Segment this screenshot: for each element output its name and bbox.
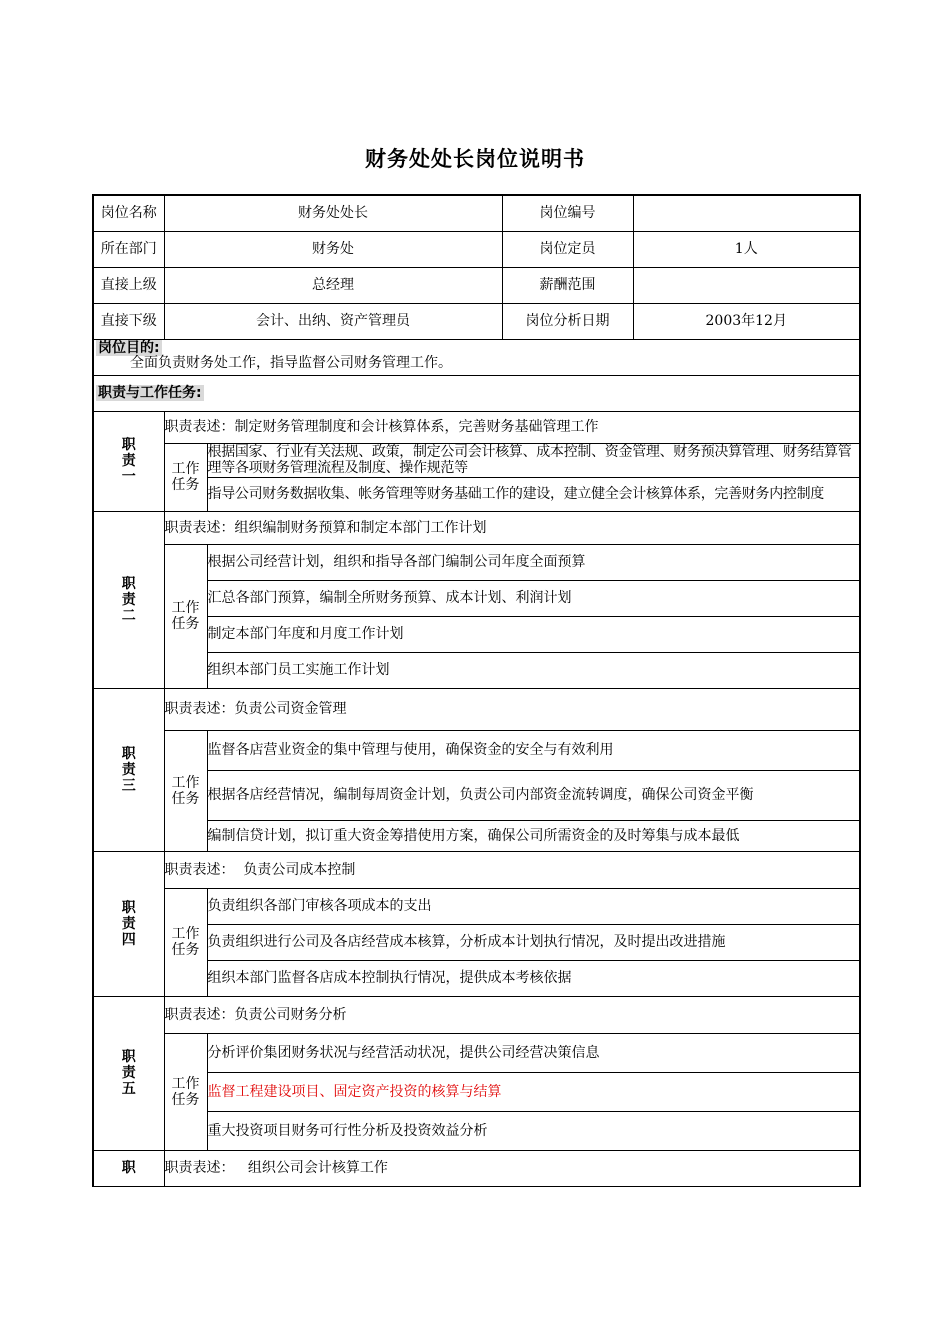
duty-label: 职 [93, 1150, 164, 1186]
task-row [93, 888, 860, 924]
info-row [93, 231, 860, 267]
task-label: 工作 任务 [164, 888, 207, 996]
task-label: 工作 任务 [164, 443, 207, 511]
task-row [93, 924, 860, 960]
task-item: 根据公司经营计划，组织和指导各部门编制公司年度全面预算 [207, 544, 860, 580]
task-row [93, 477, 860, 511]
department-value: 财务处 [164, 231, 502, 267]
task-item: 负责组织进行公司及各店经营成本核算，分析成本计划执行情况，及时提出改进措施 [207, 924, 860, 960]
task-row [93, 770, 860, 820]
subordinate-value: 会计、出纳、资产管理员 [164, 303, 502, 339]
duty-label: 职 责 一 [93, 411, 164, 511]
analysis-date-label: 岗位分析日期 [502, 303, 633, 339]
task-item: 分析评价集团财务状况与经营活动状况，提供公司经营决策信息 [207, 1033, 860, 1072]
superior-label: 直接上级 [93, 267, 164, 303]
job-description-table [92, 194, 861, 1187]
analysis-date-value: 2003年12月 [633, 303, 860, 339]
task-label: 工作 任务 [164, 544, 207, 688]
task-item: 指导公司财务数据收集、帐务管理等财务基础工作的建设，建立健全会计核算体系，完善财务内控制度 [207, 477, 860, 511]
subordinate-label: 直接下级 [93, 303, 164, 339]
salary-label: 薪酬范围 [502, 267, 633, 303]
duties-heading: 职责与工作任务: [98, 385, 202, 401]
task-row [93, 820, 860, 851]
task-item: 汇总各部门预算，编制全所财务预算、成本计划、利润计划 [207, 580, 860, 616]
position-name-label: 岗位名称 [93, 195, 164, 231]
duty-label: 职 责 五 [93, 996, 164, 1150]
task-item: 监督各店营业资金的集中管理与使用，确保资金的安全与有效利用 [207, 730, 860, 770]
task-row [93, 544, 860, 580]
position-no-value [633, 195, 860, 231]
duty-statement-row [93, 851, 860, 888]
task-item: 重大投资项目财务可行性分析及投资效益分析 [207, 1111, 860, 1150]
duty-statement: 职责表述：制定财务管理制度和会计核算体系，完善财务基础管理工作 [164, 411, 860, 443]
task-item: 根据国家、行业有关法规、政策，制定公司会计核算、成本控制、资金管理、财务预决算管理、财务结算管理等各项财务管理流程及制度、操作规范等 [207, 443, 860, 477]
duty-label: 职 责 三 [93, 688, 164, 851]
duty-statement: 职责表述：负责公司资金管理 [164, 688, 860, 730]
duty-statement: 职责表述：组织编制财务预算和制定本部门工作计划 [164, 511, 860, 544]
info-row [93, 195, 860, 231]
superior-value: 总经理 [164, 267, 502, 303]
task-item: 制定本部门年度和月度工作计划 [207, 616, 860, 652]
purpose-row [93, 339, 860, 375]
purpose-text: 全面负责财务处工作，指导监督公司财务管理工作。 [130, 354, 452, 371]
duty-statement-row [93, 1150, 860, 1186]
salary-value [633, 267, 860, 303]
info-row [93, 267, 860, 303]
duty-statement: 职责表述： 组织公司会计核算工作 [164, 1150, 860, 1186]
task-item: 编制信贷计划，拟订重大资金筹措使用方案，确保公司所需资金的及时筹集与成本最低 [207, 820, 860, 851]
duty-statement: 职责表述： 负责公司成本控制 [164, 851, 860, 888]
task-item: 负责组织各部门审核各项成本的支出 [207, 888, 860, 924]
task-row [93, 580, 860, 616]
task-item: 组织本部门员工实施工作计划 [207, 652, 860, 688]
position-name-value: 财务处处长 [164, 195, 502, 231]
task-row [93, 1033, 860, 1072]
position-no-label: 岗位编号 [502, 195, 633, 231]
task-item: 根据各店经营情况，编制每周资金计划，负责公司内部资金流转调度，确保公司资金平衡 [207, 770, 860, 820]
task-row [93, 730, 860, 770]
task-label: 工作 任务 [164, 730, 207, 851]
duties-heading-row [93, 375, 860, 411]
headcount-label: 岗位定员 [502, 231, 633, 267]
task-row [93, 1072, 860, 1111]
task-row [93, 443, 860, 477]
task-item-highlighted: 监督工程建设项目、固定资产投资的核算与结算 [207, 1072, 860, 1111]
task-row [93, 1111, 860, 1150]
duty-statement-row [93, 411, 860, 443]
page-title: 财务处处长岗位说明书 [365, 147, 585, 171]
task-row [93, 616, 860, 652]
duty-label: 职 责 四 [93, 851, 164, 996]
purpose-heading: 岗位目的: [98, 339, 160, 356]
duty-statement: 职责表述：负责公司财务分析 [164, 996, 860, 1033]
info-row [93, 303, 860, 339]
duty-statement-row [93, 996, 860, 1033]
task-row [93, 960, 860, 996]
duty-label: 职 责 二 [93, 511, 164, 688]
duty-statement-row [93, 688, 860, 730]
task-label: 工作 任务 [164, 1033, 207, 1150]
duty-statement-row [93, 511, 860, 544]
task-row [93, 652, 860, 688]
headcount-value: 1人 [633, 231, 860, 267]
task-item: 组织本部门监督各店成本控制执行情况，提供成本考核依据 [207, 960, 860, 996]
department-label: 所在部门 [93, 231, 164, 267]
